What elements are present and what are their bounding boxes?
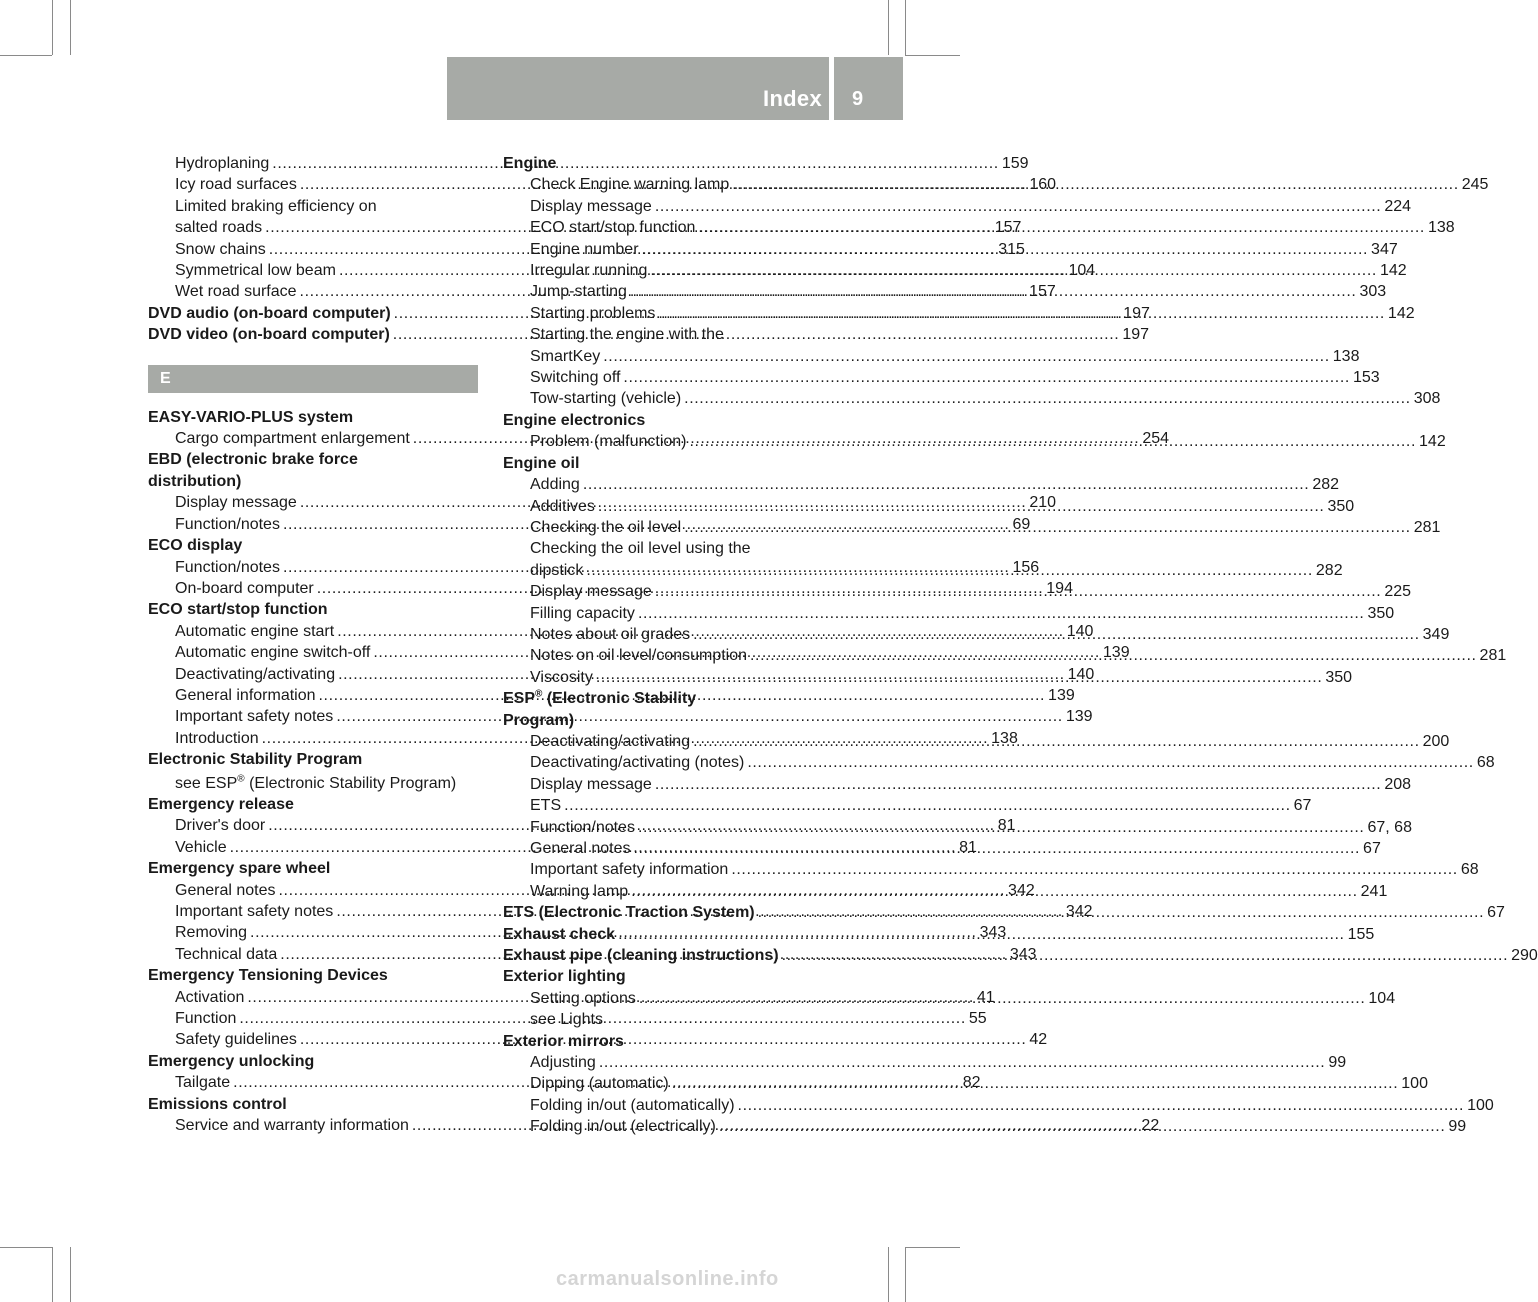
index-subentry: salted roads..... 157 — [148, 217, 478, 238]
index-subentry: Cargo compartment enlargement..... 254 — [148, 428, 478, 449]
index-subentry-line: Checking the oil level using the — [530, 540, 751, 558]
index-subentry: Important safety information..... 68 — [503, 859, 833, 880]
watermark: carmanualsonline.info — [556, 1268, 779, 1290]
index-heading: Electronic Stability Program — [148, 751, 363, 769]
crop-mark — [0, 1247, 52, 1248]
index-subentry: Switching off..... 153 — [503, 367, 833, 388]
index-subentry: Introduction..... 138 — [148, 728, 478, 749]
index-subentry: Adjusting..... 99 — [503, 1052, 833, 1073]
index-subentry: Notes on oil level/consumption..... 281 — [503, 645, 833, 666]
index-subentry-line: Starting the engine with the — [530, 326, 724, 344]
index-subentry: Hydroplaning..... 159 — [148, 153, 478, 174]
index-entry: DVD video (on-board computer) ..... 197 — [148, 324, 478, 345]
index-heading: Emergency unlocking — [148, 1052, 315, 1070]
index-heading: Emergency release — [148, 795, 294, 813]
index-subentry: Display message..... 225 — [503, 581, 833, 602]
index-heading: Emergency spare wheel — [148, 860, 331, 878]
index-heading: Exterior lighting — [503, 968, 626, 986]
crop-mark — [0, 55, 52, 56]
index-subentry: On-board computer..... 194 — [148, 578, 478, 599]
index-subentry: Symmetrical low beam..... 104 — [148, 260, 478, 281]
index-heading: Engine electronics — [503, 411, 646, 429]
index-subentry: Display message..... 210 — [148, 492, 478, 513]
index-subentry: ECO start/stop function..... 138 — [503, 217, 833, 238]
index-subentry: Setting options..... 104 — [503, 988, 833, 1009]
index-subentry: Important safety notes..... 139 — [148, 706, 478, 727]
index-subentry: Deactivating/activating (notes)..... 68 — [503, 752, 833, 773]
header-separator — [829, 57, 834, 120]
index-subentry: Dipping (automatic)..... 100 — [503, 1073, 833, 1094]
index-subentry: dipstick..... 282 — [503, 560, 833, 581]
index-subentry: Icy road surfaces..... 160 — [148, 174, 478, 195]
index-subentry: Engine number..... 347 — [503, 239, 833, 260]
index-heading: distribution) — [148, 472, 242, 490]
crop-mark — [52, 1247, 53, 1302]
header-band — [447, 57, 903, 120]
index-heading: Engine — [503, 155, 557, 172]
index-entry: ETS (Electronic Traction System) ..... 67 — [503, 902, 833, 923]
crop-mark — [888, 1247, 889, 1302]
see-reference: see Lights — [530, 1011, 603, 1029]
index-subentry: Deactivating/activating..... 140 — [148, 664, 478, 685]
index-entry: Exhaust check ..... 155 — [503, 924, 833, 945]
index-heading: ECO display — [148, 537, 243, 555]
index-subentry: Notes about oil grades..... 349 — [503, 624, 833, 645]
index-subentry: Service and warranty information..... 22 — [148, 1115, 478, 1136]
index-subentry: Activation..... 41 — [148, 987, 478, 1008]
index-subentry: Starting problems..... 142 — [503, 303, 833, 324]
crop-mark — [905, 0, 906, 55]
index-subentry: Checking the oil level..... 281 — [503, 517, 833, 538]
index-subentry: Technical data..... 343 — [148, 944, 478, 965]
index-subentry: Warning lamp..... 241 — [503, 881, 833, 902]
index-subentry: General notes..... 67 — [503, 838, 833, 859]
index-subentry: Viscosity..... 350 — [503, 667, 833, 688]
index-subentry: Folding in/out (electrically)..... 99 — [503, 1116, 833, 1137]
index-heading: Emissions control — [148, 1095, 287, 1113]
index-subentry: Tow-starting (vehicle)..... 308 — [503, 388, 833, 409]
index-subentry: Automatic engine switch-off..... 139 — [148, 642, 478, 663]
index-subentry: Safety guidelines..... 42 — [148, 1029, 478, 1050]
crop-mark — [905, 1247, 960, 1248]
index-subentry: Filling capacity..... 350 — [503, 603, 833, 624]
index-subentry: General information..... 139 — [148, 685, 478, 706]
index-entry: Exhaust pipe (cleaning instructions) ..... 290 — [503, 945, 833, 966]
index-subentry: Display message..... 224 — [503, 196, 833, 217]
crop-mark — [905, 1247, 906, 1302]
index-subentry: General notes..... 342 — [148, 880, 478, 901]
index-subentry: Function/notes..... 67, 68 — [503, 817, 833, 838]
page-number: 9 — [852, 88, 864, 110]
index-subentry: ETS..... 67 — [503, 795, 833, 816]
index-subentry: Irregular running..... 142 — [503, 260, 833, 281]
index-subentry: Folding in/out (automatically)..... 100 — [503, 1095, 833, 1116]
index-subentry-line: Limited braking efficiency on — [175, 197, 377, 215]
header-title: Index — [763, 86, 822, 111]
crop-mark — [52, 0, 53, 55]
crop-mark — [888, 0, 889, 55]
index-subentry: Important safety notes..... 342 — [148, 901, 478, 922]
index-subentry: Removing..... 343 — [148, 922, 478, 943]
index-entry: DVD audio (on-board computer) ..... 197 — [148, 303, 478, 324]
crop-mark — [70, 1247, 71, 1302]
index-subentry: Function/notes..... 69 — [148, 514, 478, 535]
index-heading: Emergency Tensioning Devices — [148, 967, 388, 985]
index-heading: EBD (electronic brake force — [148, 451, 358, 469]
see-reference: see ESP® (Electronic Stability Program) — [175, 773, 457, 792]
index-subentry: Driver's door..... 81 — [148, 815, 478, 836]
index-subentry: Problem (malfunction)..... 142 — [503, 431, 833, 452]
index-subentry: Wet road surface..... 157 — [148, 281, 478, 302]
crop-mark — [905, 55, 960, 56]
index-heading: ECO start/stop function — [148, 601, 328, 619]
index-subentry: Jump-starting..... 303 — [503, 281, 833, 302]
index-subentry: Additives..... 350 — [503, 496, 833, 517]
crop-mark — [70, 0, 71, 55]
index-subentry: Tailgate..... 82 — [148, 1072, 478, 1093]
index-subentry: SmartKey..... 138 — [503, 346, 833, 367]
index-subentry: Display message..... 208 — [503, 774, 833, 795]
index-heading: Exterior mirrors — [503, 1032, 624, 1050]
index-heading: Program) — [503, 711, 575, 729]
index-subentry: Check Engine warning lamp..... 245 — [503, 174, 833, 195]
index-subentry: Deactivating/activating..... 200 — [503, 731, 833, 752]
index-subentry: Adding..... 282 — [503, 474, 833, 495]
index-subentry: Automatic engine start..... 140 — [148, 621, 478, 642]
index-subentry: Snow chains..... 315 — [148, 239, 478, 260]
index-subentry: Vehicle..... 81 — [148, 837, 478, 858]
section-letter-bar: E — [148, 365, 478, 393]
index-subentry: Function..... 55 — [148, 1008, 478, 1029]
index-heading: EASY-VARIO-PLUS system — [148, 408, 354, 426]
index-heading: ESP® (Electronic Stability — [503, 688, 697, 708]
index-subentry: Function/notes..... 156 — [148, 557, 478, 578]
index-heading: Engine oil — [503, 454, 580, 472]
